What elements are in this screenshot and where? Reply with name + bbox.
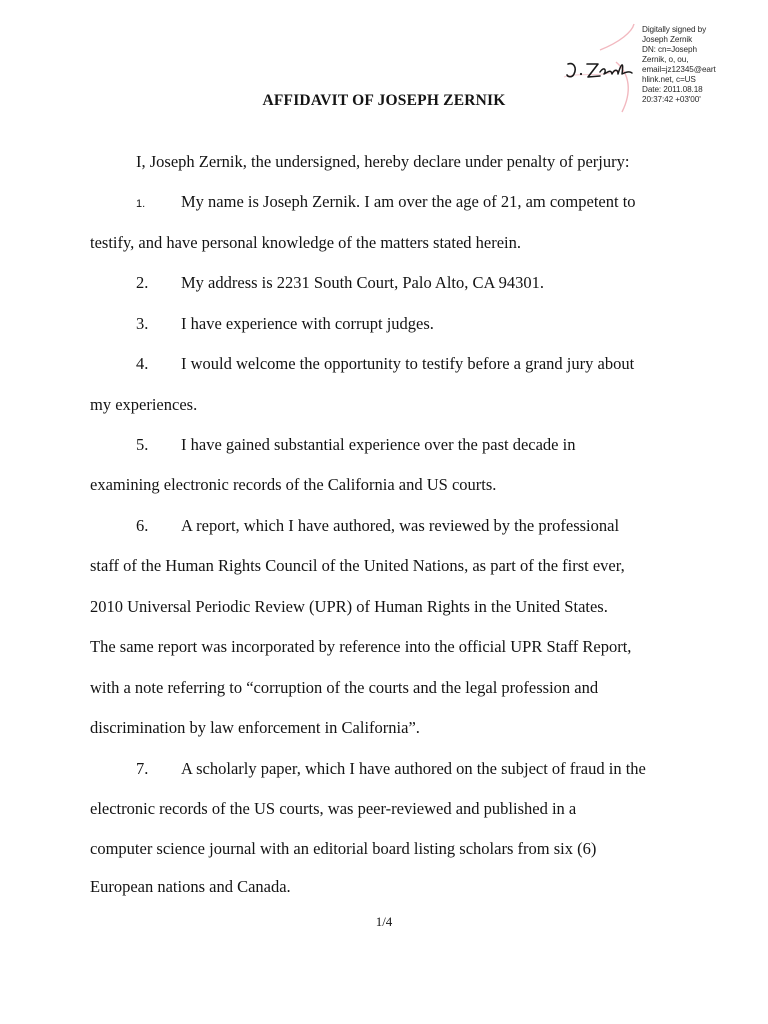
paragraph-line: staff of the Human Rights Council of the United Nations, as part of the first ever, xyxy=(90,556,625,575)
signature-line: 20:37:42 +03'00' xyxy=(642,95,701,104)
paragraph-line: discrimination by law enforcement in California”. xyxy=(90,718,420,737)
paragraph-line: testify, and have personal knowledge of the matters stated herein. xyxy=(90,233,521,252)
paragraph-line: examining electronic records of the California and US courts. xyxy=(90,475,497,494)
intro-statement: I, Joseph Zernik, the undersigned, hereby declare under penalty of perjury: xyxy=(136,152,630,171)
signature-line: Digitally signed by xyxy=(642,25,707,34)
signature-line: Joseph Zernik xyxy=(642,35,693,44)
paragraph-line: electronic records of the US courts, was peer-reviewed and published in a xyxy=(90,799,577,818)
paragraph-line: My name is Joseph Zernik. I am over the age of 21, am competent to xyxy=(181,192,636,211)
paragraph-line: I have experience with corrupt judges. xyxy=(181,314,434,333)
paragraph-line: with a note referring to “corruption of the courts and the legal profession and xyxy=(90,678,599,697)
paragraph-number: 2. xyxy=(136,273,149,292)
paragraph-line: My address is 2231 South Court, Palo Alto, CA 94301. xyxy=(181,273,545,292)
paragraph-number: 1. xyxy=(136,198,146,210)
paragraph-line: The same report was incorporated by reference into the official UPR Staff Report, xyxy=(90,637,632,656)
paragraph-number: 3. xyxy=(136,314,149,333)
page-number: 1/4 xyxy=(375,914,393,929)
paragraph-line: I would welcome the opportunity to testify before a grand jury about xyxy=(181,354,635,373)
signature-line: email=jz12345@eart xyxy=(642,65,716,74)
paragraph-line: computer science journal with an editorial board listing scholars from six (6) xyxy=(90,839,597,858)
paragraph-line: European nations and Canada. xyxy=(90,877,291,896)
paragraph-number: 7. xyxy=(136,759,149,778)
paragraph-line: I have gained substantial experience over the past decade in xyxy=(181,435,576,454)
signature-line: Zernik, o, ou, xyxy=(642,55,689,64)
paragraph-number: 6. xyxy=(136,516,149,535)
signature-line: Date: 2011.08.18 xyxy=(642,85,703,94)
paragraph-number: 5. xyxy=(136,435,149,454)
paragraph-line: A scholarly paper, which I have authored on the subject of fraud in the xyxy=(181,759,646,778)
signature-line: DN: cn=Joseph xyxy=(642,45,697,54)
paragraph-line: 2010 Universal Periodic Review (UPR) of Human Rights in the United States. xyxy=(90,597,608,616)
paragraph-line: my experiences. xyxy=(90,395,198,414)
document-title: AFFIDAVIT OF JOSEPH ZERNIK xyxy=(262,92,506,109)
signature-line: hlink.net, c=US xyxy=(642,75,696,84)
paragraph-number: 4. xyxy=(136,354,149,373)
paragraph-line: A report, which I have authored, was reviewed by the professional xyxy=(181,516,620,535)
